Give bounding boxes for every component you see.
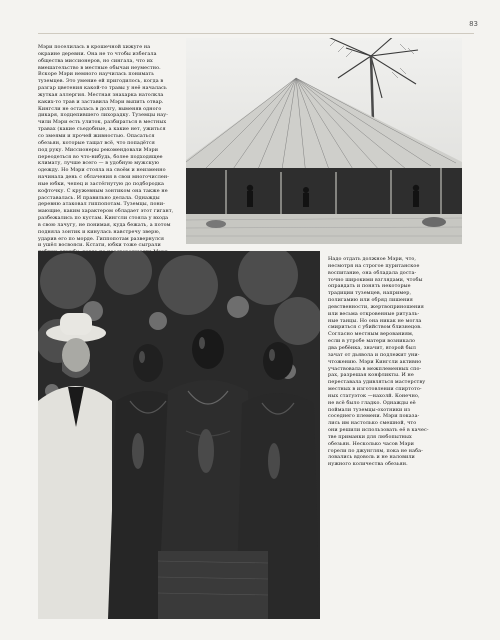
top-text-line: ные юбки, чепец и застёгнутую до подбородка: [38, 180, 165, 187]
text-column-top: [38, 44, 178, 270]
top-text-line: каких-то трав и заставила Мэри выпить отвар.: [38, 98, 164, 105]
right-text-line: чтожению. Мэри Кингсли активно: [328, 358, 422, 365]
top-text-line: разбежались по кустам. Кингсли стояла у входа: [38, 215, 169, 222]
top-text-line: дикаря, подцепившего лихорадку. Туземцы нау-: [38, 112, 168, 119]
top-text-line: и ушёл восвояси. Кстати, юбки тоже сыграли: [38, 242, 161, 249]
right-text-line: поймали туземцы-охотники из: [328, 406, 411, 413]
top-text-line: со змеями и прочей живностью. Опасаться: [38, 132, 155, 139]
top-text-line: Мэри поселилась в крошечной хижуге на: [38, 44, 151, 50]
right-text-line: горели по джунглям, пока не наба-: [328, 447, 423, 454]
right-text-line: не всё было гладко. Однажды её: [328, 399, 416, 406]
right-text-line: точно широкими взглядами, чтобы: [328, 276, 423, 283]
right-text-line: полигамию или обряд лишения: [328, 297, 413, 304]
text-column-right: [328, 256, 462, 468]
right-text-line: они решили использовать её в качес-: [328, 427, 429, 434]
right-text-line: переставала удивляться мастерству: [328, 379, 426, 386]
top-text-line: подняла зонтик и кинулась навстречу зверю,: [38, 228, 161, 235]
right-text-line: лись им настолько смешной, что: [328, 420, 417, 427]
top-text-line: туземцев. Это умение ей пригодилось, когда в: [38, 78, 164, 85]
top-text-line: обезьян, которые тащат всё, что попадётся: [38, 139, 155, 146]
right-text-line: или весьма откровенные ритуаль-: [328, 310, 420, 317]
top-text-line: жуткая аллергия. Местная знахарка натолкла: [38, 91, 164, 98]
right-text-line: нужного количества обезьян.: [328, 461, 408, 468]
right-text-line: воспитание, она обладала доста-: [328, 269, 417, 276]
right-text-line: соседнего племени. Мэри показа-: [328, 413, 420, 420]
right-text-line: Согласно местным верованиям,: [328, 331, 414, 338]
right-text-line: смириться с убийством близнецов.: [328, 324, 422, 331]
header-rule: [38, 33, 474, 34]
top-text-line: расставалась. И правильно делала. Однажды: [38, 194, 160, 201]
top-text-line: мающие, каким характером обладает этот гигант,: [38, 208, 174, 215]
right-text-line: несмотря на строгое пуританское: [328, 262, 420, 269]
top-text-line: переодеться во что-нибудь, более подходящее: [38, 153, 163, 160]
top-text-line: ударив его по морде. Гиппопотам развернулся: [38, 235, 165, 242]
right-text-line: традиции туземцев, например,: [328, 290, 412, 297]
top-text-line: разгар цветения какой-то травы у неё началась: [38, 85, 167, 92]
top-text-line: Вскоре Мэри немного научилась понимать: [38, 71, 154, 78]
top-text-line: окраине деревни. Она не то чтобы избегала: [38, 50, 157, 57]
top-text-line: общества миссионеров, но сингала, что их: [38, 57, 153, 64]
top-text-line: начинала день с облачения в свои многочислен-: [38, 174, 170, 181]
right-text-line: Надо отдать должное Мэри, что,: [328, 256, 417, 262]
right-text-line: ловались вдоволь и не наловили: [328, 454, 415, 461]
top-text-line: кофточку. С кружевным зонтиком она также не: [38, 187, 168, 194]
right-text-line: ные танцы. Но она никак не могла: [328, 317, 422, 324]
top-text-line: в свою лачугу, не понимая, куда бежать, а потом: [38, 221, 171, 228]
top-text-line: деревню атаковал гиппопотам. Туземцы, пони-: [38, 201, 165, 208]
top-text-line: под руку. Миссионеры рекомендовали Мэри: [38, 146, 159, 153]
right-text-line: два ребёнка, значит, второй был: [328, 344, 416, 351]
right-text-line: обезьян. Несколько часов Мэри: [328, 440, 414, 447]
right-text-line: тве приманки для любопытных: [328, 433, 412, 440]
top-text-line: одежду. Но Мэри стояла на своём и неизменно: [38, 167, 166, 174]
portrait-group-photo: [38, 251, 320, 619]
right-text-line: участвовала в межплеменных спо-: [328, 365, 422, 372]
page-number: 83: [469, 20, 478, 28]
top-text-line: травах (какие съедобные, а какие нет, ужиться: [38, 126, 166, 133]
right-text-line: зачат от дьявола и подлежит уни-: [328, 351, 420, 358]
top-text-line: климату, лучше всего — в удобную мужскую: [38, 160, 160, 167]
right-text-line: ных статуэток —нахолй. Конечно,: [328, 392, 420, 399]
top-text-line: Кингсли не осталась в долгу, выменяв одного: [38, 105, 162, 112]
top-text-line: вмешательство в местные обычаи неуместно.: [38, 64, 161, 71]
village-engraving-photo: [186, 38, 462, 244]
right-text-line: рах, разрешая конфликты. И не: [328, 372, 414, 379]
top-text-line: чили Мэри есть улиток, разбираться в местных: [38, 119, 167, 126]
right-text-line: оправдать и понять некоторые: [328, 283, 411, 290]
right-text-line: если в утробе матери возникало: [328, 338, 416, 345]
right-text-line: девственности, жертвоприношения: [328, 303, 424, 310]
right-text-line: местных в изготовлении спиртото-: [328, 386, 422, 393]
